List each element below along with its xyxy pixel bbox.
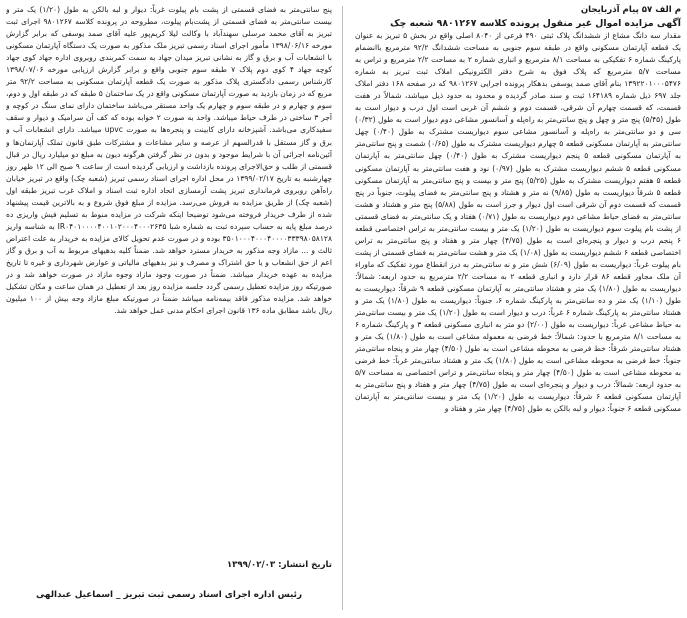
left-column-body: پنج سانتی‌متر به فضای قسمتی از پشت بام پیلوت غرباً: دیوار و لبه بالکن به طول (۱/۲۰) یک متر و بیست سانتی‌متر به فضای قسمتی از پشت‌بام پیلوت، مطروحه در پرونده کلاسه ۹۸۰۱۲۶۷ اجرای ثبت تبریز به آقای محمد مرسلی سهندآباد با وکالت لیلا کریم‌پور علیه آقای صمد یوسفی که برابر گزارش مورخه ۱۳۹۸/۰۶/۱۶ مأمور اجرای اسناد رسمی تبریز ملک مذکور به صورت یک دستگاه آپارتمان مسکونی با انشعابات آب و برق و گاز به نشانی تبریز میدان جهاد به سمت کمربندی روبروی اداره جهاد کوی جهاد کوچه جهاد ۴ کوی دوم پلاک ۷ طبقه سوم جنوبی واقع و برابر گزارش ارزیابی مورخه ۱۳۹۸/۰۷/۰۶ کارشناس رسمی دادگستری پلاک مذکور به صورت یک قطعه آپارتمان مسکونی به مساحت ۹۲/۲ متر مربع که در زمان بازدید به صورت آپارتمان مسکونی واقع در یک ساختمان ۵ طبقه که در طبقه اول و دوم، سوم و چهارم و در طبقه سوم و چهارم یک واحد مستقر می‌باشد ساختمان دارای نمای سنگ در کوچه و آجر ۳ ساختی در طرف حیاط میباشد. واحد به صورت ۲ خوابه بوده که کف آن سرامیک و دیوار و سقف سفیدکاری می‌باشد. آشپزخانه دارای کابینت و پنجره‌ها به صورت upvc میباشد. دارای انشعابات آب و برق و گاز مستقل با قدرالسهم از عرصه و سایر مشاعات و مشترکات طبق قانون تملک آپارتمان‌ها و آئین‌نامه اجرائی آن با شرایط موجود و بدون در نظر گرفتن هرگونه دیون به مبلغ دو میلیارد ریال در قبال قسمتی از طلب و حق‌الاجرای پرونده بازداشت و ارزیابی گردیده است از ساعت ۹ صبح الی ۱۲ ظهر روز چهارشنبه به تاریخ ۱۳۹۹/۰۲/۱۷ در محل اداره اجرای اسناد رسمی تبریز (شعبه چک) واقع در تبریز خیابان راه‌آهن روبروی فرمانداری تبریز پشت آرمسازی اتحاد اداره ثبت اسناد و املاک غرب تبریز طبقه اول (شعبه چک) از طریق مزایده به فروش می‌رسد. مزایده از مبلغ فوق شروع و به بالاترین قیمت پیشنهاد شده از طرف خریدار فروخته می‌شود توضیحا اینکه شرکت در مزایده منوط به تسلیم فیش واریزی ده درصد مبلغ پایه به حساب سپرده ثبت به شماره شبا IR۰۴۰۱۰۰۰۰۴۰۰۱۰۲۰۰۰۴۰۰۰۲۶۳۵ به شناسه واریز ۳۵۰۱۰۰۰۴۰۰۰۴۰۰۰۰۳۳۳۹۸۰۵۸۱۲۸ بوده و در صورت عدم تحویل کالای مزایده به خریدار به علت اعتراض ثالث و ... مازاد وجه مذکور به خریدار مسترد خواهد شد. ضمناً کلیه بدهیهای مربوط به آب و برق و گاز اعم از حق انشعاب و یا حق اشتراک و مصرف و نیز بدهیهای مالیاتی و عوارض شهرداری و غیره تا تاریخ مزایده به عهده خریدار میباشد. ضمناً در صورت وجود مازاد وجوه مازاد در صورت خواهد شد و در صورتیکه روز مزایده تعطیل رسمی گردد جلسه مزایده روز بعد از تعطیل در همان ساعت و مکان تشکیل خواهد شد. مزایده مذکور فاقد بیمه‌نامه میباشد ضمناً در صورتیکه مبلغ مازاد وجه بیش از ۱۰۰ میلیون ریال باشد مطابق ماده ۱۳۶ قانون اجرای احکام مدنی عمل خواهد شد. (6, 5, 332, 316)
publish-date: تاریخ انتشار: ۱۳۹۹/۰۲/۰۳ (226, 560, 332, 570)
signatory-line: رئیس اداره اجرای اسناد رسمی ثبت تبریز _ اسماعیل عبدالهی (35, 590, 303, 600)
right-column (355, 4, 681, 610)
notice-title: آگهی مزایده اموال غیر منقول پرونده کلاسه ۹۸۰۱۲۶۷ شعبه چک (390, 18, 681, 29)
left-column (6, 4, 332, 610)
column-divider (342, 6, 343, 610)
notice-code: م الف ۵۷ پیام آذربایجان (580, 5, 681, 15)
right-column-body: مقدار سه دانگ مشاع از ششدانگ پلاک ثبتی ۴۹۰ فرعی از ۸۰۴۰ اصلی واقع در بخش ۵ تبریز به عنوان یک قطعه آپارتمان مسکونی واقع در طبقه سوم جنوبی به مساحت ششدانگ ۹۲/۲ مترمربع باانضمام پارکینگ شماره ۶ تفکیکی به مساحت ۸/۱ مترمربع و انباری شماره ۲ به مساحت ۲/۲ مترمربع و تراس به مساحت ۵/۷ مترمربع که پلاک فوق به شرح دفتر الکترونیکی املاک ثبت تبریز به شماره ۱۳۹۲۲۰۱۰۰۰۵۴۷۶ بنام آقای صمد یوسفی بدهکار پرونده اجرایی ۹۸۰۱۲۶۷ که در صفحه ۱۶۸ دفتر املاک جلد ۶۹۷ ذیل شماره ۱۶۴۱۸۹ ثبت و سند صادر گردیده و محدود به حدود ذیل میباشد، شمالاً در هفت قسمت، که قسمت چهارم آن شرقی، قسمت دوم و ششم آن غربی است اول درب و دیوار است به طول (۵/۴۵) پنج متر و چهل و پنج سانتی‌متر به راه‌پله و آسانسور مشاعی دوم دیوار است به طول (۰/۳۲) سی و دو سانتی‌متر به راه‌پله و آسانسور مشاعی سوم دیواریست مشترک به طول (۰/۴۰) چهل سانتی‌متر به آپارتمان مسکونی قطعه ۵ چهارم دیواریست مشترک به طول (۰/۶۵) شصت و پنج سانتی‌متر به آپارتمان مسکونی قطعه ۵ پنجم دیواریست مشترک به طول (۰/۴۰) چهل سانتی‌متر به آپارتمان مسکونی قطعه ۵ ششم دیواریست مشترک به طول (۰/۹۷) نود و هفت سانتی‌متر به آپارتمان مسکونی قطعه ۵ هفتم دیواریست مشترک به طول (۵/۲۵) پنج متر و بیست و پنج سانتی‌متر به آپارتمان مسکونی قطعه ۵ شرقاً دیواریست به طول (۹/۸۵) نه متر و هشتاد و پنج سانتی‌متر به فضای پیلوت، جنوباً در پنج قسمت که قسمت دوم آن شرقی است اول دیوار و جرز است به طول (۵/۸۸) پنج متر و هشتاد و هشت سانتی‌متر به فضای حیاط مشاعی دوم دیواریست به طول (۰/۷۱) هفتاد و یک سانتی‌متر به فضای قسمتی از پشت بام پیلوت سوم دیواریست به طول (۱/۲۰) یک متر و بیست سانتی‌متر به تراس اختصاصی قطعه ۶ پنجم درب و دیوار و پنجره‌ای است به طول (۴/۷۵) چهار متر و هفتاد و پنج سانتی‌متر به تراس اختصاصی قطعه ۶ ششم دیواریست به طول (۱/۰۸) یک متر و هشت سانتی‌متر به فضای قسمتی از پشت بام پیلوت غرباً: دیواریست به طول (۶/۰۹) شش متر و نه سانتی‌متر به درز انقطاع مورد تفکیک که ماوراء آن ملک مجاور قطعه ۸۶ قرار دارد و انباری قطعه ۲ به مساحت ۲/۲ مترمربع به حدود اربعه: شمالاً: دیواریست به طول (۱/۸۰) یک متر و هشتاد سانتی‌متر به آپارتمان مسکونی قطعه ۹ شرقاً: دیواریست به طول (۱/۱۰) یک متر و ده سانتی‌متر به پارکینگ شماره ۶، جنوباً: دیواریست به طول (۱/۸۰) یک متر و هشتاد سانتی‌متر به پارکینگ شماره ۶ غرباً: درب و دیوار است به طول (۱/۲۰) یک متر و بیست سانتی‌متر به حیاط مشاعی غرباً: دیواریست به طول (۲/۰۰) دو متر به انباری مسکونی قطعه ۳ و پارکینگ شماره ۶ به مساحت ۸/۱ مترمربع با حدود: شمالاً: خط فرضی به معموله مشاعی است به طول (۱/۸۰) یک متر و هشتاد سانتی‌متر شرقاً: خط فرضی به محوطه مشاعی است به طول (۴/۵۰) چهار متر و پنجاه سانتی‌متر جنوباً: خط فرضی به محوطه مشاعی است به طول (۱/۸۰) یک متر و هشتاد سانتی‌متر غرباً: خط فرضی به محوطه مشاعی است به طول (۴/۵۰) چهار متر و پنجاه سانتی‌متر و تراس اختصاصی به مساحت ۵/۷ به حدود اربعه: شمالاً: درب و دیوار و پنجره‌ای است به طول (۴/۷۵) چهار متر و هفتاد و پنج سانتی‌متر به آپارتمان مسکونی قطعه ۶ شرقاً: دیواریست به طول (۱/۲۰) یک متر و بیست سانتی‌متر به آپارتمان مسکونی قطعه ۶ جنوباً: دیوار و لبه بالکن به طول (۴/۷۵) چهار متر و هفتاد و (355, 31, 681, 414)
